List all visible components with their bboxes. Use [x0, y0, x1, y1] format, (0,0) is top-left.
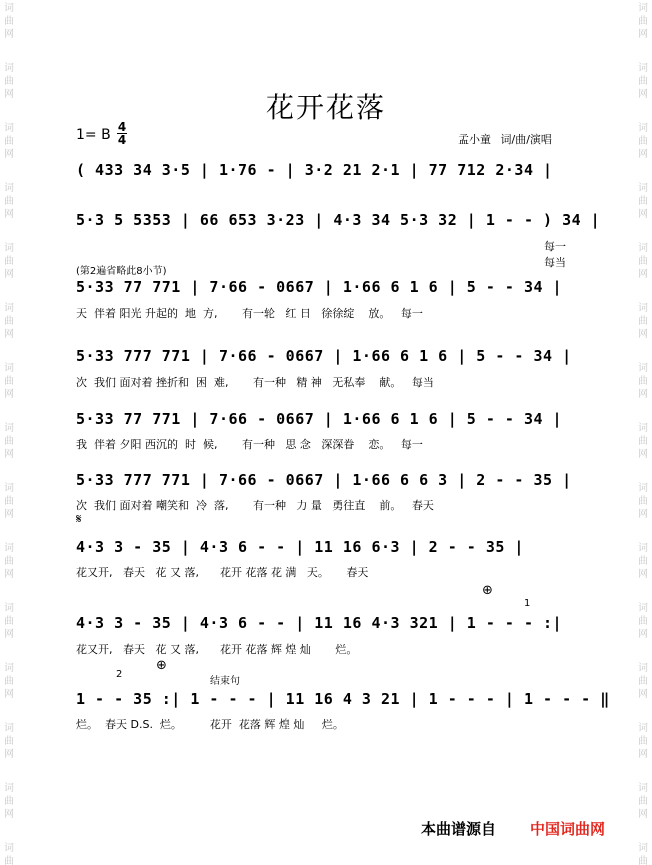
watermark-right: 词 曲 网 — [638, 123, 648, 160]
verse-staff: 5·33 77 771 | 7·66 - 0667 | 1·66 6 1 6 | 5 - - 34 | — [76, 278, 563, 296]
ending-label: 结束句 — [210, 676, 240, 687]
volta-1-label: 1 — [524, 598, 531, 609]
watermark-right: 词 曲 网 — [638, 603, 648, 640]
segno-icon: 𝄋 — [76, 512, 82, 527]
verse-lyric: 次 我们 面对着 嘲笑和 冷 落, 有一种 力 量 勇往直 前。 春天 — [76, 499, 434, 512]
verse-staff: 5·33 777 771 | 7·66 - 0667 | 1·66 6 6 3 | 2 - - 35 | — [76, 471, 572, 489]
watermark-right: 词 曲 网 — [638, 663, 648, 700]
watermark-right: 词 曲 网 — [638, 3, 648, 40]
watermark-right: 词 曲 网 — [638, 63, 648, 100]
volta-2-label: 2 — [116, 669, 123, 680]
watermark-right: 词 曲 网 — [638, 483, 648, 520]
verse-staff: 5·33 77 771 | 7·66 - 0667 | 1·66 6 1 6 | 5 - - 34 | — [76, 410, 563, 428]
watermark-right: 词 曲 网 — [638, 243, 648, 280]
pickup-lyric-2: 每当 — [544, 256, 566, 269]
chorus-staff: 4·3 3 - 35 | 4·3 6 - - | 11 16 6·3 | 2 - - 35 | — [76, 538, 524, 556]
chorus-staff: 1 - - 35 :| 1 - - - | 11 16 4 3 21 | 1 - - - | 1 - - - ‖ — [76, 690, 610, 708]
watermark-right: 词 曲 — [638, 843, 648, 865]
chorus-lyric: 烂。 春天 D.S. 烂。 花开 花落 辉 煌 灿 烂。 — [76, 718, 344, 731]
watermark-left: 词 曲 网 — [4, 183, 14, 220]
intro-staff-2: 5·3 5 5353 | 66 653 3·23 | 4·3 34 5·3 32 | 1 - - ) 34 | — [76, 211, 601, 229]
watermark-left: 词 曲 网 — [4, 303, 14, 340]
credit-line: 孟小童 词/曲/演唱 — [458, 133, 552, 146]
watermark-left: 词 曲 — [4, 843, 14, 865]
watermark-left: 词 曲 网 — [4, 603, 14, 640]
watermark-left: 词 曲 网 — [4, 363, 14, 400]
watermark-left: 词 曲 网 — [4, 543, 14, 580]
watermark-right: 词 曲 网 — [638, 423, 648, 460]
watermark-right: 词 曲 网 — [638, 183, 648, 220]
watermark-left: 词 曲 网 — [4, 483, 14, 520]
footer-brand: 中国词曲网 — [530, 820, 606, 838]
pickup-lyric-1: 每一 — [544, 240, 566, 253]
watermark-right: 词 曲 网 — [638, 783, 648, 820]
watermark-right: 词 曲 网 — [638, 363, 648, 400]
chorus-lyric: 花又开, 春天 花 又 落, 花开 花落 花 满 天。 春天 — [76, 566, 369, 579]
time-signature: 4 4 — [117, 120, 127, 147]
chorus-staff: 4·3 3 - 35 | 4·3 6 - - | 11 16 4·3 321 | 1 - - - :| — [76, 614, 563, 632]
verse-lyric: 天 伴着 阳光 升起的 地 方, 有一轮 红 日 徐徐绽 放。 每一 — [76, 307, 423, 320]
watermark-right: 词 曲 网 — [638, 723, 648, 760]
watermark-left: 词 曲 网 — [4, 723, 14, 760]
watermark-left: 词 曲 网 — [4, 63, 14, 100]
footer-source: 本曲谱源自 — [421, 820, 497, 838]
watermark-right: 词 曲 网 — [638, 543, 648, 580]
performance-note: (第2遍省略此8小节) — [76, 266, 167, 277]
watermark-right: 词 曲 网 — [638, 303, 648, 340]
chorus-lyric: 花又开, 春天 花 又 落, 花开 花落 辉 煌 灿 烂。 — [76, 643, 358, 656]
watermark-left: 词 曲 网 — [4, 243, 14, 280]
watermark-left: 词 曲 网 — [4, 663, 14, 700]
watermark-left: 词 曲 网 — [4, 783, 14, 820]
verse-lyric: 次 我们 面对着 挫折和 困 难, 有一种 精 神 无私奉 献。 每当 — [76, 376, 434, 389]
watermark-left: 词 曲 网 — [4, 3, 14, 40]
coda-icon: ⊕ — [482, 583, 493, 598]
key-signature: 1= B — [76, 127, 111, 143]
verse-staff: 5·33 777 771 | 7·66 - 0667 | 1·66 6 1 6 | 5 - - 34 | — [76, 347, 572, 365]
intro-staff-1: ( 433 34 3·5 | 1·76 - | 3·2 21 2·1 | 77 712 2·34 | — [76, 161, 553, 179]
coda-icon: ⊕ — [156, 658, 167, 673]
song-title: 花开花落 — [265, 91, 386, 124]
watermark-left: 词 曲 网 — [4, 123, 14, 160]
verse-lyric: 我 伴着 夕阳 西沉的 时 候, 有一种 思 念 深深眷 恋。 每一 — [76, 438, 423, 451]
watermark-left: 词 曲 网 — [4, 423, 14, 460]
